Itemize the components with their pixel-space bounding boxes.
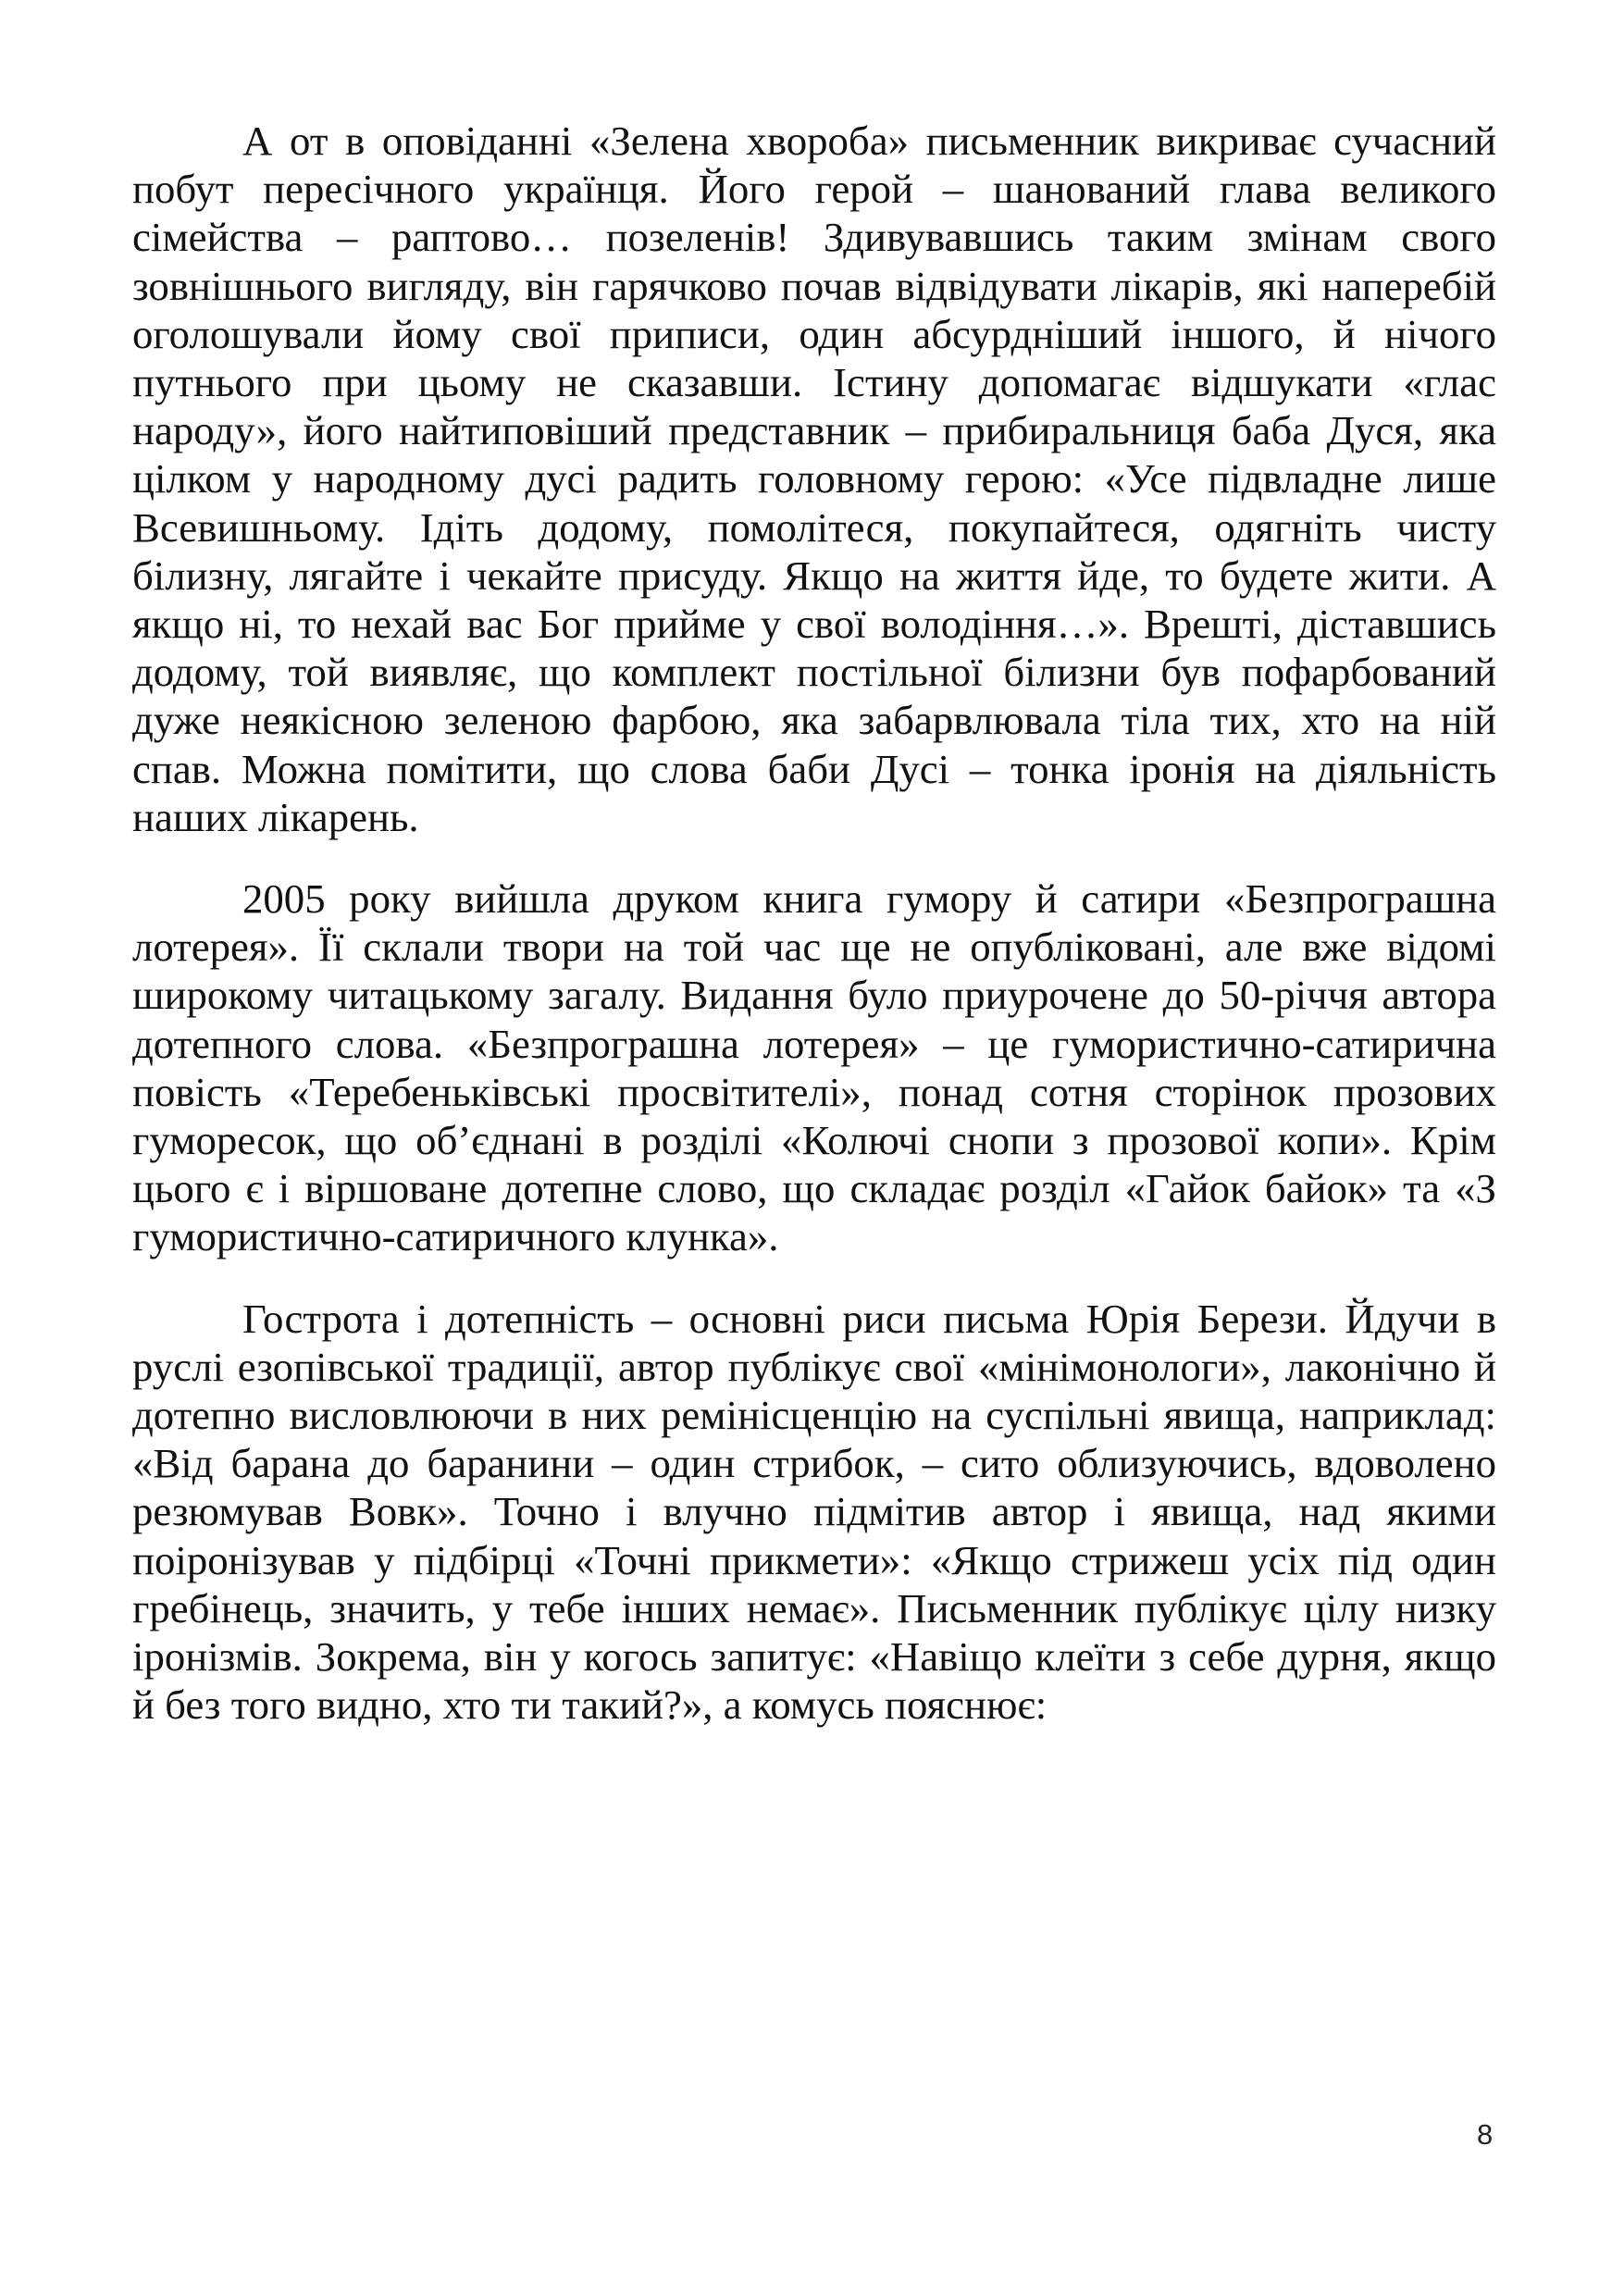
paragraph-bezprohrashna-lotereia: 2005 року вийшла друком книга гумору й сатири «Безпрограшна лотерея». Її склали твори на той час ще не опубліковані, але вже відомі широкому читацькому загалу. Видання було приурочене до 50-річчя автора дотепного слова. «Безпрограшна лотерея» – це гумористично-сатирична повість «Теребеньківські просвітителі», понад сотня сторінок прозових гуморесок, що об’єднані в розділі «Колючі снопи з прозової копи». Крім цього є і віршоване дотепне слово, що складає розділ «Гайок байок» та «З гумористично-сатиричного клунка». — [132, 875, 1496, 1260]
paragraph-zelena-khvoroba: А от в оповіданні «Зелена хвороба» письменник викриває сучасний побут пересічного українця. Його герой – шанований глава великого сімейства – раптово… позеленів! Здивувавшись таким змінам свого зовнішнього вигляду, він гарячково почав відвідувати лікарів, які наперебій оголошували йому свої приписи, один абсурдніший іншого, й нічого путнього при цьому не сказавши. Істину допомагає відшукати «глас народу», його найтиповіший представник – прибиральниця баба Дуся, яка цілком у народному дусі радить головному герою: «Усе підвладне лише Всевишньому. Ідіть додому, помолітеся, покупайтеся, одягніть чисту білизну, лягайте і чекайте присуду. Якщо на життя йде, то будете жити. А якщо ні, то нехай вас Бог прийме у свої володіння…». Врешті, діставшись додому, той виявляє, що комплект постільної білизни був пофарбований дуже неякісною зеленою фарбою, яка забарвлювала тіла тих, хто на ній спав. Можна помітити, що слова баби Дусі – тонка іронія на діяльність наших лікарень. — [132, 118, 1496, 840]
body-text — [132, 117, 1496, 1763]
page-number: 8 — [1477, 2118, 1494, 2151]
paragraph-hostrota-i-dotepnist: Гострота і дотепність – основні риси письма Юрія Берези. Йдучи в руслі езопівської традиції, автор публікує свої «мінімонологи», лаконічно й дотепно висловлюючи в них ремінісценцію на суспільні явища, наприклад: «Від барана до баранини – один стрибок, – сито облизуючись, вдоволено резюмував Вовк». Точно і влучно підмітив автор і явища, над якими поіронізував у підбірці «Точні прикмети»: «Якщо стрижеш усіх під один гребінець, значить, у тебе інших немає». Письменник публікує цілу низку іронізмів. Зокрема, він у когось запитує: «Навіщо клеїти з себе дурня, якщо й без того видно, хто ти такий?», а комусь пояснює: — [132, 1295, 1496, 1729]
